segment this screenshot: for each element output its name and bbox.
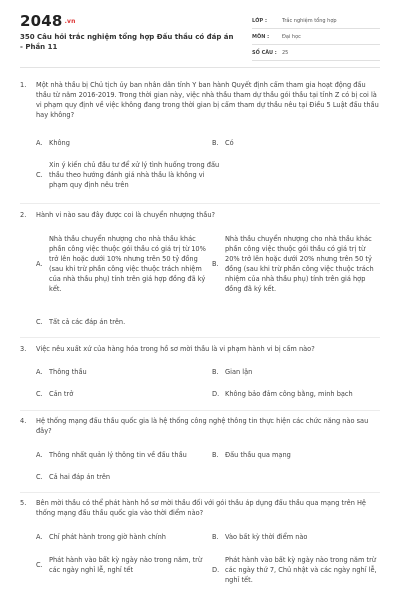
meta-row-count: SỐ CÂU : 25 bbox=[252, 45, 380, 61]
option-2c[interactable]: C. Tất cả các đáp án trên. bbox=[36, 318, 126, 326]
meta-row-subject: MÔN : Đại học bbox=[252, 29, 380, 45]
question-3: 3. Việc nêu xuất xứ của hàng hóa trong hồ sơ mời thầu là vi phạm hành vi bị cấm nào? bbox=[20, 344, 380, 354]
option-3d[interactable]: D. Không bảo đảm công bằng, minh bạch bbox=[212, 390, 353, 398]
option-5b[interactable]: B. Vào bất kỳ thời điểm nào bbox=[212, 533, 308, 541]
question-divider bbox=[20, 410, 380, 411]
option-4b[interactable]: B. Đấu thầu qua mạng bbox=[212, 451, 291, 459]
option-2b[interactable]: B. Nhà thầu chuyển nhượng cho nhà thầu khác phần công việc thuộc gói thầu có giá trị từ 20% trở lên hoặc dưới 20% nhưng trên 50 tỷ đồng (sau khi trừ phần công việc thuộc trách nhiệm của nhà thầu phụ) tính trên giá hợp đồng đã ký kết. bbox=[212, 235, 374, 293]
option-3a[interactable]: A. Thông thầu bbox=[36, 368, 87, 376]
option-4c[interactable]: C. Cả hai đáp án trên bbox=[36, 473, 111, 481]
question-5: 5. Bên mời thầu có thể phát hành hồ sơ mời thầu đối với gói thầu áp dụng đấu thầu qua mạng trên Hệ thống mạng đấu thầu quốc gia vào thời điểm nào? bbox=[20, 498, 380, 518]
option-1b[interactable]: B. Có bbox=[212, 139, 234, 147]
question-text: Hành vi nào sau đây được coi là chuyển nhượng thầu? bbox=[36, 211, 216, 219]
option-1c[interactable]: C. Xin ý kiến chủ đầu tư để xử lý tình huống trong đấu thầu theo hướng đánh giá nhà thầu là không vi phạm quy định nêu trên bbox=[36, 161, 220, 189]
option-5d[interactable]: D. Phát hành vào bất kỳ ngày nào trong năm trừ các ngày thứ 7, Chủ nhật và các ngày nghỉ lễ, nghỉ tết. bbox=[212, 556, 377, 584]
question-divider bbox=[20, 492, 380, 493]
question-divider bbox=[20, 203, 380, 204]
option-3b[interactable]: B. Gian lận bbox=[212, 368, 253, 376]
option-5a[interactable]: A. Chỉ phát hành trong giờ hành chính bbox=[36, 533, 166, 541]
question-4: 4. Hệ thống mạng đấu thầu quốc gia là hệ thống công nghệ thông tin thực hiện các chức năng nào sau đây? bbox=[20, 416, 380, 436]
meta-row-class: LỚP : Trắc nghiệm tổng hợp bbox=[252, 13, 380, 29]
question-divider bbox=[20, 337, 380, 338]
question-text: Bên mời thầu có thể phát hành hồ sơ mời thầu đối với gói thầu áp dụng đấu thầu qua mạng trên Hệ thống mạng đấu thầu quốc gia vào thời điểm nào? bbox=[36, 499, 366, 517]
question-2: 2. Hành vi nào sau đây được coi là chuyển nhượng thầu? bbox=[20, 210, 380, 220]
question-text: Hệ thống mạng đấu thầu quốc gia là hệ thống công nghệ thông tin thực hiện các chức năng nào sau đây? bbox=[36, 417, 369, 435]
option-5c[interactable]: C. Phát hành vào bất kỳ ngày nào trong năm, trừ các ngày nghỉ lễ, nghỉ tết bbox=[36, 556, 203, 574]
document-title: 350 Câu hỏi trắc nghiệm tổng hợp Đấu thầu có đáp án - Phần 11 bbox=[20, 33, 234, 51]
question-1: 1. Một nhà thầu bị Chủ tịch ủy ban nhân dân tỉnh Y ban hành Quyết định cấm tham gia hoạt động đấu thầu từ năm 2016-2019. Trong thời gian này, việc nhà thầu tham dự thầu gói thầu tại tỉnh Z có bị coi là vi phạm quy định về việc không đang trong thời gian bị cấm tham dự thầu nêu tại Điều 5 Luật đấu thầu hay không? bbox=[20, 81, 379, 119]
meta-table bbox=[252, 13, 380, 61]
option-3c[interactable]: C. Cản trở bbox=[36, 390, 74, 398]
header-divider bbox=[20, 67, 380, 68]
question-text: Việc nêu xuất xứ của hàng hóa trong hồ sơ mời thầu là vi phạm hành vi bị cấm nào? bbox=[36, 345, 315, 353]
question-text: Một nhà thầu bị Chủ tịch ủy ban nhân dân tỉnh Y ban hành Quyết định cấm tham gia hoạt động đấu thầu từ năm 2016-2019. Trong thời gian này, việc nhà thầu tham dự thầu gói thầu tại tỉnh Z có bị coi là vi phạm quy định về việc không đang trong thời gian bị cấm tham dự thầu nêu tại Điều 5 Luật đấu thầu hay không? bbox=[36, 81, 379, 119]
document-header bbox=[0, 0, 400, 64]
option-1a[interactable]: A. Không bbox=[36, 139, 70, 147]
site-logo[interactable]: 2048 .vn bbox=[20, 12, 76, 30]
option-2a[interactable]: A. Nhà thầu chuyển nhượng cho nhà thầu khác phần công việc thuộc gói thầu có giá trị từ 10% trở lên hoặc dưới 10% nhưng trên 50 tỷ đồng (sau khi trừ phần công việc thuộc trách nhiệm của nhà thầu phụ) tính trên giá hợp đồng đã ký kết. bbox=[36, 235, 206, 293]
option-4a[interactable]: A. Thông nhất quản lý thông tin về đấu thầu bbox=[36, 451, 187, 459]
